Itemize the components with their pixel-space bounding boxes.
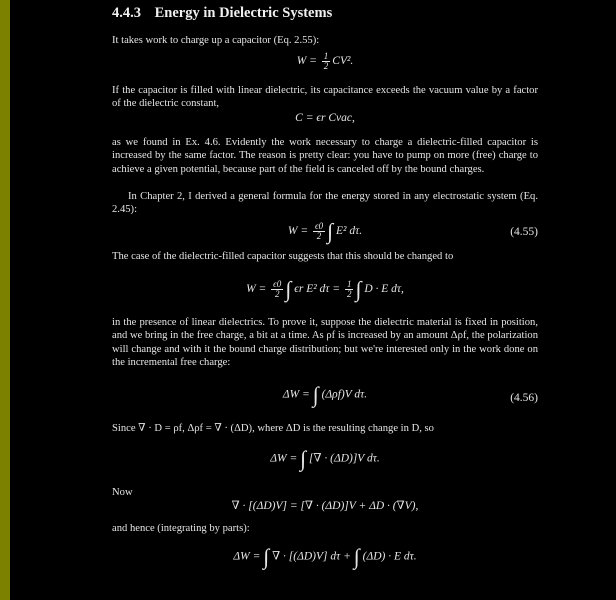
- eq3-lhs: W =: [287, 225, 309, 238]
- eq4-fraction-2: $\frac{1}{2}$: [346, 279, 352, 299]
- integral-icon: ∫: [300, 446, 307, 471]
- eq8-lhs: ΔW =: [233, 550, 261, 563]
- paragraph-5: The case of the dielectric-filled capacitor suggests that this should be changed to: [112, 251, 454, 262]
- eq4-lhs: W =: [246, 283, 267, 296]
- eq3-rhs: E² dτ.: [336, 225, 363, 238]
- equation-5: [112, 382, 538, 407]
- equation-7: ∇ · [(ΔD)V] = [∇ · (ΔD)]V + ΔD · (∇V),: [231, 500, 419, 512]
- equation-3: [112, 218, 538, 244]
- paragraph-4: In Chapter 2, I derived a general formula for the energy stored in any electrostatic system (Eq. 2.45):: [112, 191, 538, 216]
- eq5-lhs: ΔW =: [282, 388, 310, 401]
- eq4-rhs: D · E dτ,: [364, 283, 404, 296]
- eq8-mid: ∇ · [(ΔD)V] dτ +: [272, 550, 351, 563]
- equation-1: [112, 52, 538, 71]
- eq3-fraction: $\frac{\epsilon 0}{2}$: [314, 221, 324, 241]
- paragraph-1: It takes work to charge up a capacitor (Eq. 2.55):: [112, 35, 320, 46]
- section-number: 4.4.3: [112, 5, 141, 21]
- paragraph-6: in the presence of linear dielectrics. To prove it, suppose the dielectric material is fixed in position, and we bring in the free charge, a bit at a time. As ρf is increased by an amount Δρf, the polarization will change and with it the bound charge distribution; but we're interested only in the work done on the incremental free charge:: [112, 317, 538, 369]
- eq1-lhs: W =: [296, 55, 317, 68]
- section-title: Energy in Dielectric Systems: [154, 5, 333, 21]
- integral-icon: ∫: [355, 276, 362, 302]
- equation-4: [112, 276, 538, 302]
- left-margin-strip: [0, 0, 10, 600]
- paragraph-7: Since ∇ · D = ρf, Δρf = ∇ · (ΔD), where ΔD is the resulting change in D, so: [112, 423, 434, 434]
- paragraph-8: Now: [112, 487, 133, 498]
- paragraph-9: and hence (integrating by parts):: [112, 523, 250, 534]
- eq8-rhs: (ΔD) · E dτ.: [362, 550, 417, 563]
- eq3-number: (4.55): [510, 226, 538, 238]
- eq5-number: (4.56): [510, 392, 538, 404]
- eq6-rhs: [∇ · (ΔD)]V dτ.: [308, 452, 380, 465]
- equation-6: [112, 446, 538, 471]
- integral-icon: ∫: [327, 218, 334, 244]
- eq1-fraction: $\frac{1}{2}$: [323, 51, 329, 71]
- section-heading: [112, 7, 332, 20]
- eq4-mid: ϵr E² dτ =: [294, 283, 341, 296]
- integral-icon: ∫: [285, 276, 292, 302]
- equation-8: [112, 544, 538, 569]
- eq6-lhs: ΔW =: [270, 452, 298, 465]
- eq5-rhs: (Δρf)V dτ.: [321, 388, 368, 401]
- equation-2: C = ϵr Cvac,: [295, 112, 355, 124]
- integral-icon: ∫: [353, 544, 360, 569]
- paragraph-3: as we found in Ex. 4.6. Evidently the work necessary to charge a dielectric-filled capacitor is increased by the same factor. The reason is pretty clear: you have to pump on more (free) charge to achieve a given potential, because part of the field is canceled off by the bound charges.: [112, 137, 538, 175]
- integral-icon: ∫: [263, 544, 270, 569]
- eq1-rhs: CV².: [332, 55, 354, 68]
- paragraph-2: If the capacitor is filled with linear dielectric, its capacitance exceeds the vacuum value by a factor of the dielectric constant,: [112, 85, 538, 110]
- eq4-fraction-1: $\frac{\epsilon 0}{2}$: [273, 279, 282, 299]
- integral-icon: ∫: [312, 382, 319, 407]
